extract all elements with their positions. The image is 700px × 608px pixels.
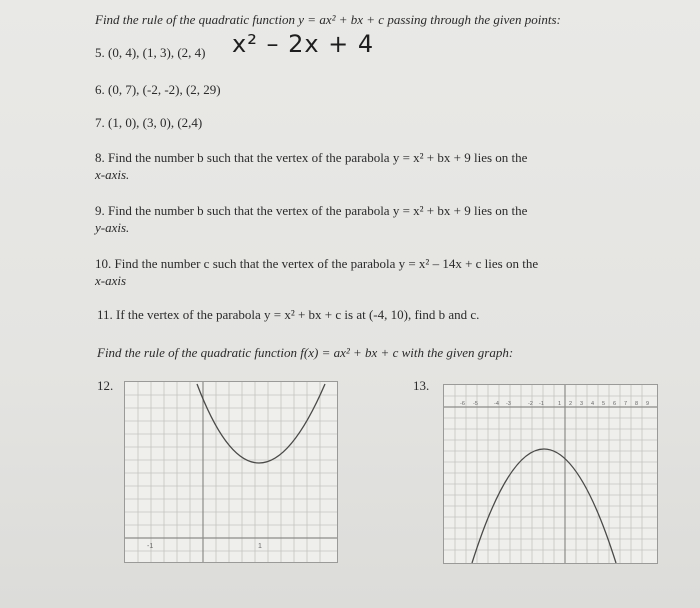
graph-13-tick-1: 1 [558, 401, 562, 407]
problem-11: 11. If the vertex of the parabola y = x² + bx + c is at (-4, 10), find b and c. [97, 307, 480, 322]
problem-6: 6. (0, 7), (-2, -2), (2, 29) [95, 82, 221, 97]
graph-12-label: 12. [97, 378, 114, 393]
problem-9-line-1: 9. Find the number b such that the vertex of the parabola y = x² + bx + 9 lies on the [95, 203, 528, 218]
graph-13-tick-3: 3 [580, 401, 584, 407]
graph-13 [443, 384, 658, 564]
graph-13-label: 13. [413, 378, 430, 393]
graph-13-tick-2: 2 [569, 401, 573, 407]
handwritten-answer-5: x² – 2x + 4 [232, 30, 375, 58]
graph-13-tick-neg3: -3 [506, 401, 511, 407]
graph-13-tick-neg5: -5 [473, 401, 478, 407]
graph-12 [124, 381, 338, 563]
graph-13-tick-neg6: -6 [460, 401, 465, 407]
graph-12-tick-1: 1 [258, 543, 262, 550]
graph-13-tick-4: 4 [591, 401, 595, 407]
graph-13-tick-neg2: -2 [528, 401, 533, 407]
graph-13-tick-9: 9 [646, 401, 650, 407]
graph-13-tick-8: 8 [635, 401, 639, 407]
problem-10-line-1: 10. Find the number c such that the vertex of the parabola y = x² – 14x + c lies on the [95, 256, 539, 271]
graph-13-tick-6: 6 [613, 401, 617, 407]
graph-12-tick-neg1: -1 [147, 543, 154, 550]
problem-5: 5. (0, 4), (1, 3), (2, 4) [95, 45, 206, 60]
graph-13-tick-5: 5 [602, 401, 606, 407]
graph-13-svg [444, 385, 657, 563]
section-header-points: Find the rule of the quadratic function y = ax² + bx + c passing through the given points: [95, 12, 561, 27]
graph-13-tick-7: 7 [624, 401, 628, 407]
section-header-graphs: Find the rule of the quadratic function f(x) = ax² + bx + c with the given graph: [97, 345, 514, 360]
problem-8-line-2: x-axis. [95, 167, 130, 182]
problem-8-line-1: 8. Find the number b such that the vertex of the parabola y = x² + bx + 9 lies on the [95, 150, 528, 165]
problem-7: 7. (1, 0), (3, 0), (2,4) [95, 115, 203, 130]
problem-10-line-2: x-axis [95, 273, 127, 288]
graph-13-tick-neg1: -1 [539, 401, 544, 407]
graph-12-svg [125, 382, 337, 562]
problem-9-line-2: y-axis. [95, 220, 130, 235]
graph-13-tick-neg4: -4 [494, 401, 499, 407]
